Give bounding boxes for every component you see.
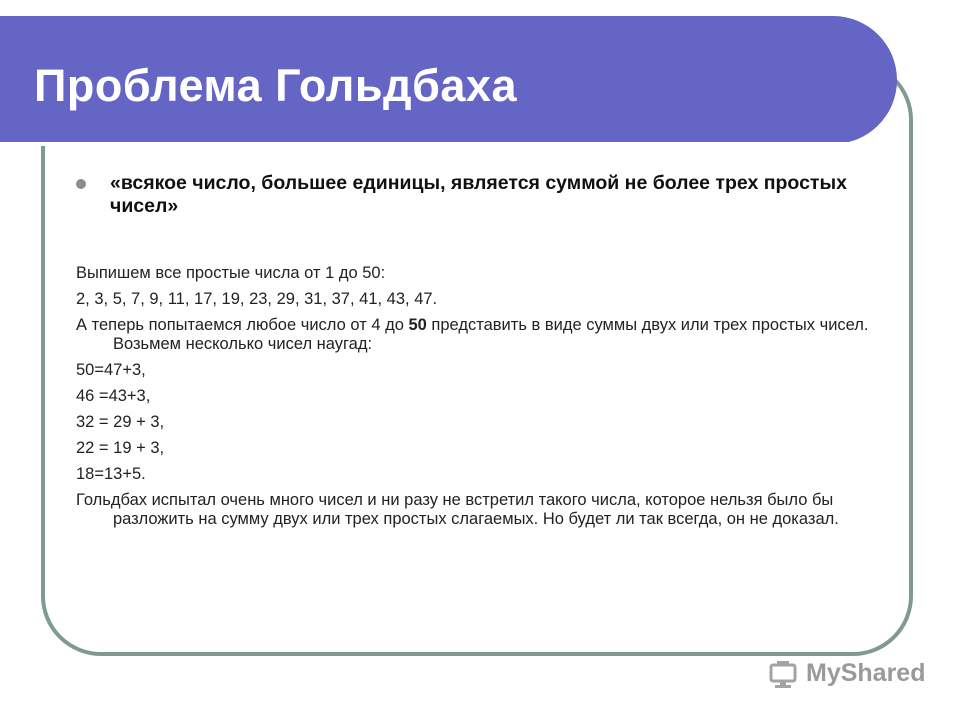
- watermark-text: MyShared: [806, 659, 926, 687]
- paragraph-intro: Выпишем все простые числа от 1 до 50:: [76, 264, 386, 282]
- example-line: 46 =43+3,: [76, 387, 151, 405]
- slide-body: [76, 264, 896, 536]
- example-line: 18=13+5.: [76, 465, 146, 483]
- paragraph-primes: 2, 3, 5, 7, 9, 11, 17, 19, 23, 29, 31, 37, 41, 43, 47.: [76, 290, 438, 308]
- paragraph-conclusion: Гольдбах испытал очень много чисел и ни разу не встретил такого числа, которое нельзя было бы разложить на сумму двух или трех простых слагаемых. Но будет ли так всегда, он не доказал.: [76, 491, 839, 528]
- bullet-statement: «всякое число, большее единицы, является суммой не более трех простых чисел»: [110, 172, 847, 217]
- slide-title: Проблема Гольдбаха: [34, 60, 517, 111]
- title-underline: [0, 142, 848, 146]
- example-line: 22 = 19 + 3,: [76, 439, 165, 457]
- example-line: 50=47+3,: [76, 361, 146, 379]
- myshared-logo-icon: [768, 658, 800, 690]
- bullet-dot-icon: [76, 179, 86, 189]
- attempt-bold-number: 50: [408, 316, 427, 334]
- attempt-text-start: А теперь попытаемся любое число от 4 до: [76, 316, 409, 334]
- watermark: [766, 656, 936, 692]
- example-line: 32 = 29 + 3,: [76, 413, 165, 431]
- paragraph-attempt: [76, 316, 896, 354]
- title-bar: [0, 16, 897, 144]
- attempt-text-end: представить в виде суммы двух или трех простых чисел. Возьмем несколько чисел наугад:: [113, 316, 869, 353]
